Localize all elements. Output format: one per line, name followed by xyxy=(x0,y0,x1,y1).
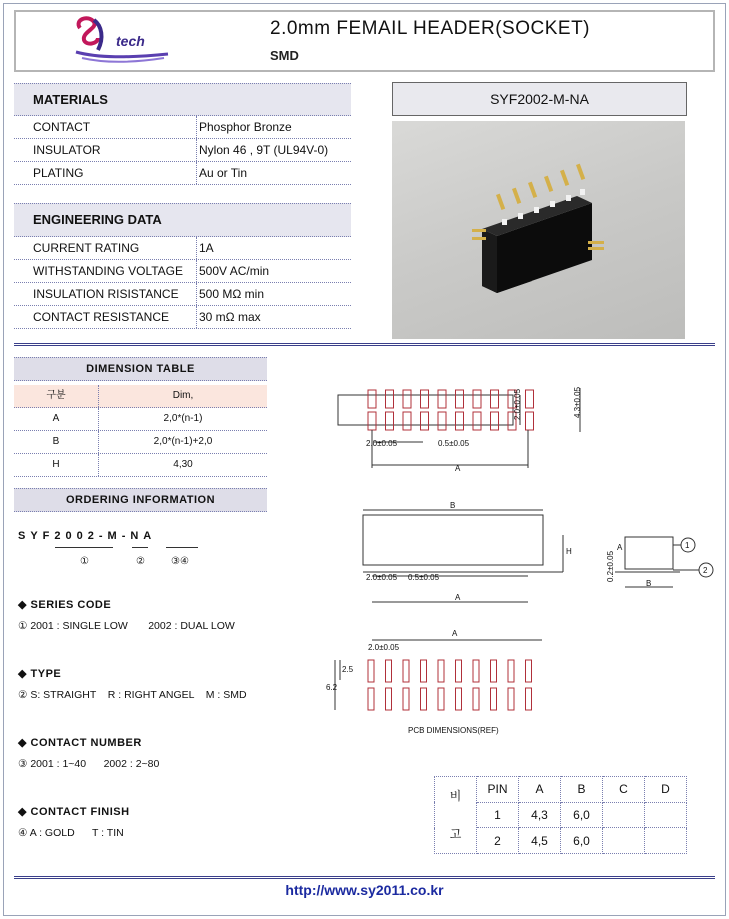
contact-finish-heading: ◆ CONTACT FINISH xyxy=(18,806,130,818)
table-cell: B xyxy=(14,431,99,453)
pin-outline xyxy=(386,412,394,430)
spec-value: 500V AC/min xyxy=(199,264,270,278)
section-divider xyxy=(14,343,715,346)
pin-outline xyxy=(491,412,499,430)
pcb-dim-62: 6.2 xyxy=(326,683,338,692)
table-row xyxy=(14,306,351,329)
type-value: ② S: STRAIGHT R : RIGHT ANGEL M : SMD xyxy=(18,689,247,701)
spec-heading-text: CONTACT FINISH xyxy=(30,806,130,818)
pin-outline xyxy=(491,390,499,408)
table-cell: 4,5 xyxy=(519,828,561,854)
pcb-dim-25: 2.5 xyxy=(342,665,354,674)
type-heading: ◆ TYPE xyxy=(18,668,62,680)
column-header: A xyxy=(519,777,561,803)
page-subtitle: SMD xyxy=(270,48,299,63)
ordering-mark: ① xyxy=(80,556,89,567)
dim-label-43: 4.3±0.05 xyxy=(573,386,582,418)
table-cell xyxy=(645,802,687,828)
pcb-pad xyxy=(491,688,497,710)
table-row xyxy=(14,139,351,162)
dim-label-20005: 2.0±0.05 xyxy=(366,573,398,582)
dim-label-a: A xyxy=(455,464,461,473)
column-header: D xyxy=(645,777,687,803)
spec-key: INSULATION RISISTANCE xyxy=(14,283,197,305)
pin-outline xyxy=(473,390,481,408)
connector-illustration xyxy=(392,121,685,339)
pcb-pad xyxy=(421,660,427,682)
side-label-bottom: 고 xyxy=(449,827,462,841)
pcb-pad xyxy=(456,688,462,710)
materials-heading: MATERIALS xyxy=(14,83,351,116)
ordering-underline xyxy=(132,547,148,548)
table-row xyxy=(14,454,267,477)
ordering-underline xyxy=(55,547,113,548)
logo-text: tech xyxy=(116,33,145,49)
pin-outline xyxy=(403,412,411,430)
pin-outline xyxy=(456,390,464,408)
contact-number-value: ③ 2001 : 1~40 2002 : 2~80 xyxy=(18,758,160,770)
spec-key: PLATING xyxy=(14,162,197,184)
table-header-row xyxy=(14,385,267,408)
table-cell: 6,0 xyxy=(561,828,603,854)
series-code-value: ① 2001 : SINGLE LOW 2002 : DUAL LOW xyxy=(18,620,235,632)
pcb-pad xyxy=(456,660,462,682)
pcb-pad xyxy=(526,660,532,682)
side-label-top: 비 xyxy=(449,789,462,803)
pcb-pad xyxy=(473,688,479,710)
table-header-row xyxy=(435,777,687,803)
table-cell xyxy=(645,828,687,854)
side-view-body xyxy=(625,537,673,569)
engineering-table xyxy=(14,237,351,329)
pin-table xyxy=(434,776,687,854)
contact-number-heading: ◆ CONTACT NUMBER xyxy=(18,737,142,749)
pcb-caption: PCB DIMENSIONS(REF) xyxy=(408,726,499,735)
column-header: 구분 xyxy=(14,385,99,407)
table-row xyxy=(14,116,351,139)
engineering-heading: ENGINEERING DATA xyxy=(14,203,351,237)
spec-value: 30 mΩ max xyxy=(199,310,261,324)
spec-key: INSULATOR xyxy=(14,139,197,161)
pcb-pad xyxy=(438,688,444,710)
dim-label-05005: 0.5±0.05 xyxy=(408,573,440,582)
table-row xyxy=(14,162,351,185)
table-cell: 2 xyxy=(477,828,519,854)
technical-drawing xyxy=(280,350,720,750)
top-view-body xyxy=(338,395,513,425)
spec-key: WITHSTANDING VOLTAGE xyxy=(14,260,197,282)
table-row xyxy=(14,283,351,306)
pcb-pad xyxy=(508,660,514,682)
dim-label-02: 0.2±0.05 xyxy=(606,550,615,582)
spec-key: CURRENT RATING xyxy=(14,237,197,259)
column-header: Dim, xyxy=(172,390,194,401)
spec-value: Au or Tin xyxy=(199,166,248,180)
pcb-pad xyxy=(386,660,392,682)
pin-outline xyxy=(526,390,534,408)
table-cell: A xyxy=(14,408,99,430)
pcb-pad xyxy=(508,688,514,710)
table-cell: 1 xyxy=(477,802,519,828)
page-title: 2.0mm FEMAIL HEADER(SOCKET) xyxy=(270,18,591,39)
pcb-pad xyxy=(368,660,374,682)
ordering-underline xyxy=(166,547,198,548)
table-cell xyxy=(603,828,645,854)
table-cell: 4,3 xyxy=(519,802,561,828)
contact-finish-value: ④ A : GOLD T : TIN xyxy=(18,827,124,839)
part-number-box: SYF2002-M-NA xyxy=(392,82,687,116)
dim-label-20005: 2.0±0.05 xyxy=(513,388,522,420)
front-view-body xyxy=(363,515,543,565)
pcb-pad xyxy=(403,660,409,682)
pin-outline xyxy=(368,390,376,408)
spec-heading-text: TYPE xyxy=(30,668,62,680)
pcb-pad xyxy=(473,660,479,682)
dim-label-h: H xyxy=(566,547,572,556)
pin-table-side-label xyxy=(435,777,477,854)
pcb-pad xyxy=(386,688,392,710)
table-cell: 2,0*(n-1) xyxy=(163,413,203,424)
ordering-mark: ③④ xyxy=(171,556,189,567)
callout-2-label: 2 xyxy=(703,566,708,575)
spec-value: Nylon 46 , 9T (UL94V-0) xyxy=(199,143,329,157)
pin-outline xyxy=(403,390,411,408)
table-row xyxy=(14,260,351,283)
footer-url-link[interactable]: http://www.sy2011.co.kr xyxy=(285,882,444,898)
dim-label-a: A xyxy=(617,543,623,552)
column-header: B xyxy=(561,777,603,803)
pcb-pad xyxy=(421,688,427,710)
pin-outline xyxy=(473,412,481,430)
pcb-pad xyxy=(403,688,409,710)
column-header: C xyxy=(603,777,645,803)
pcb-pad xyxy=(491,660,497,682)
dimension-table xyxy=(14,385,267,477)
pcb-pad xyxy=(438,660,444,682)
table-cell: H xyxy=(14,454,99,476)
dim-label-a: A xyxy=(455,593,461,602)
product-photo xyxy=(392,121,685,339)
pcb-pad xyxy=(368,688,374,710)
spec-value: 1A xyxy=(199,241,214,255)
spec-key: CONTACT xyxy=(14,116,197,138)
spec-key: CONTACT RESISTANCE xyxy=(14,306,197,328)
series-code-heading: ◆ SERIES CODE xyxy=(18,599,112,611)
spec-value: Phosphor Bronze xyxy=(199,120,292,134)
spec-value: 500 MΩ min xyxy=(199,287,264,301)
spec-heading-text: CONTACT NUMBER xyxy=(30,737,142,749)
ordering-mark: ② xyxy=(136,556,145,567)
dim-label-b: B xyxy=(646,579,652,588)
callout-1-label: 1 xyxy=(685,541,690,550)
dim-label-a: A xyxy=(452,629,458,638)
dimension-table-heading: DIMENSION TABLE xyxy=(14,357,267,381)
pin-outline xyxy=(526,412,534,430)
pin-outline xyxy=(438,412,446,430)
table-cell xyxy=(603,802,645,828)
ordering-code: SYF2002-M-NA xyxy=(18,530,157,542)
footer-divider xyxy=(14,876,715,879)
ordering-heading: ORDERING INFORMATION xyxy=(14,488,267,512)
pin-outline xyxy=(386,390,394,408)
table-cell: 4,30 xyxy=(173,459,193,470)
pin-outline xyxy=(456,412,464,430)
pin-outline xyxy=(368,412,376,430)
dim-label-20005: 2.0±0.05 xyxy=(368,643,400,652)
dim-label-05005: 0.5±0.05 xyxy=(438,439,470,448)
table-row xyxy=(14,431,267,454)
pin-outline xyxy=(421,412,429,430)
spec-heading-text: SERIES CODE xyxy=(30,599,112,611)
table-cell: 6,0 xyxy=(561,802,603,828)
pin-outline xyxy=(438,390,446,408)
pin-outline xyxy=(421,390,429,408)
table-row xyxy=(14,408,267,431)
dim-label-20005: 2.0±0.05 xyxy=(366,439,398,448)
column-header: PIN xyxy=(477,777,519,803)
pcb-pad xyxy=(526,688,532,710)
dim-label-b: B xyxy=(450,501,456,510)
company-logo xyxy=(68,14,188,66)
table-row xyxy=(14,237,351,260)
table-cell: 2,0*(n-1)+2,0 xyxy=(153,436,213,447)
materials-table xyxy=(14,116,351,185)
